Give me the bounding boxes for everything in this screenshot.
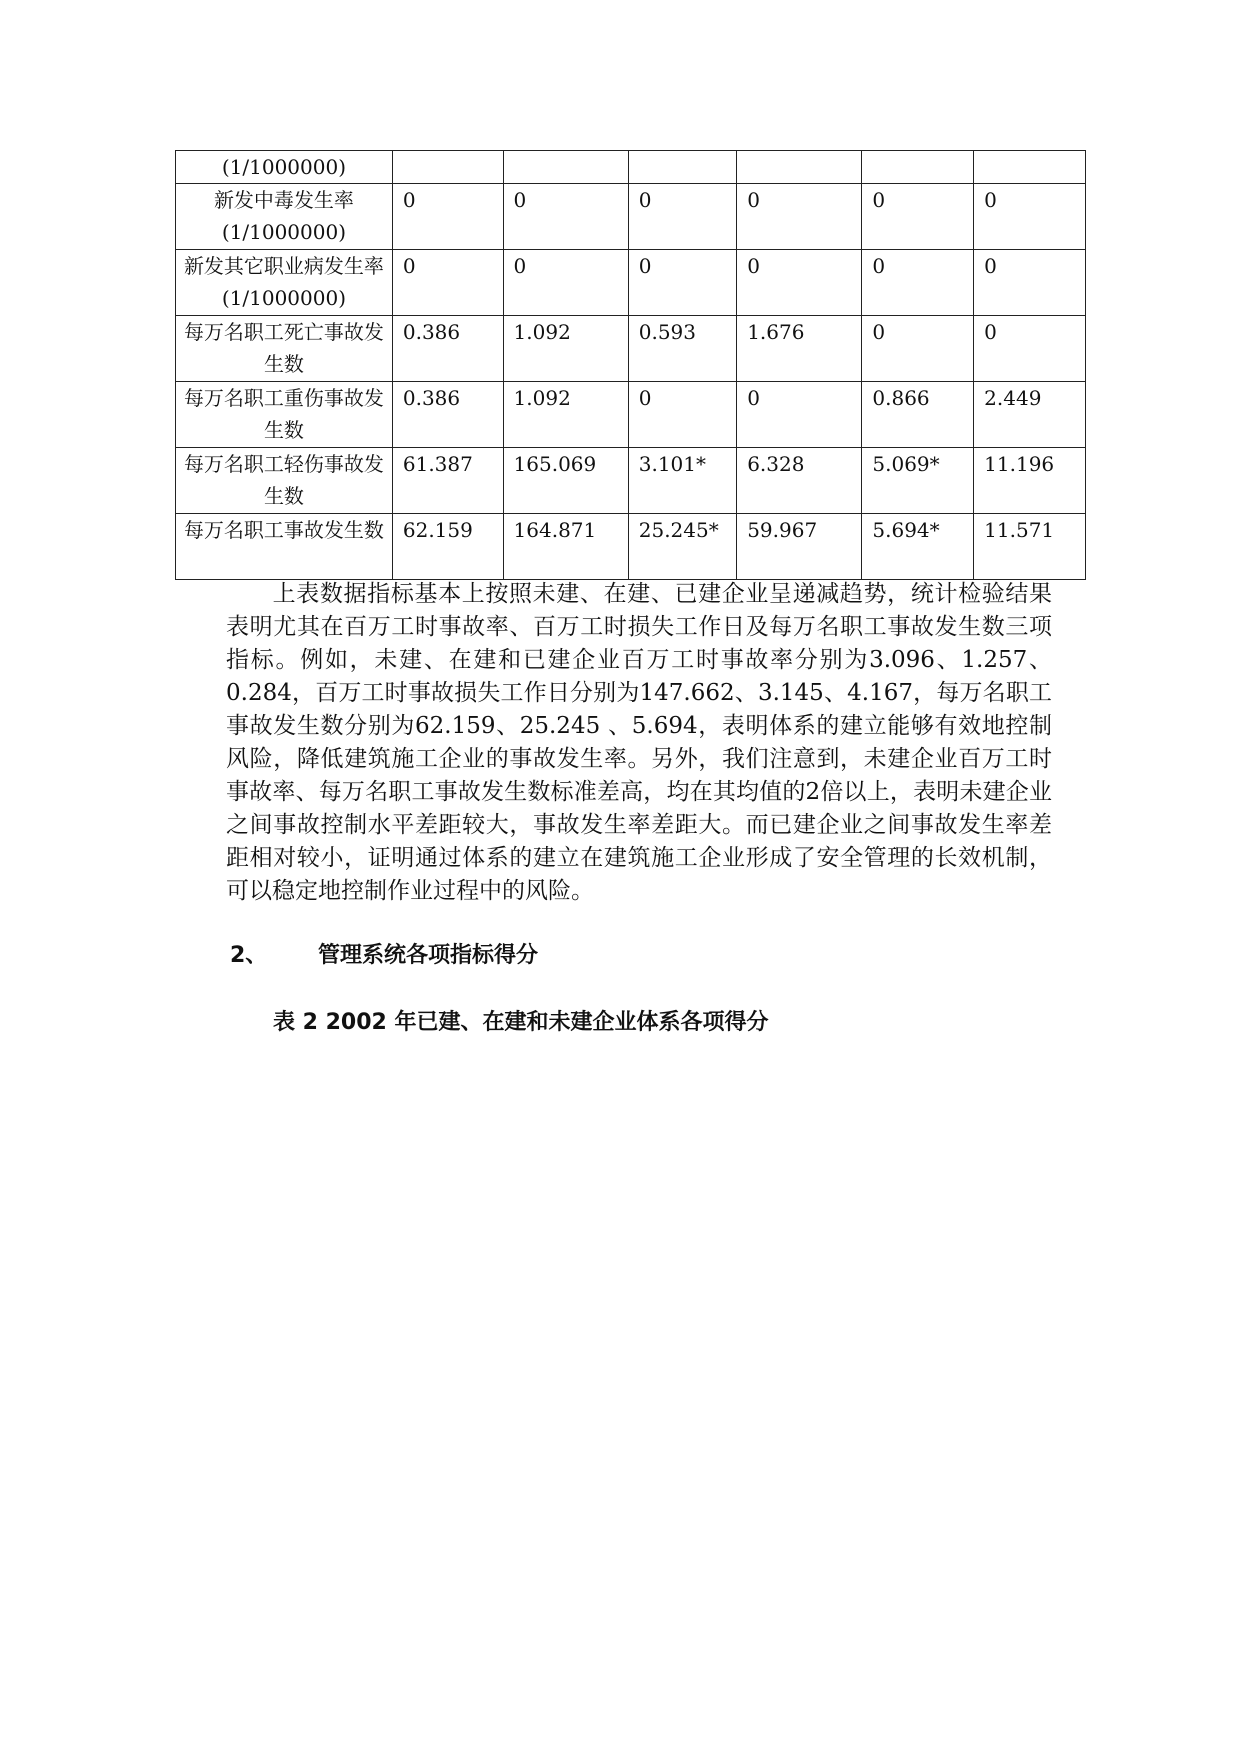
table-cell: 0 <box>862 316 974 382</box>
row-label: 每万名职工重伤事故发生数 <box>176 382 393 448</box>
row-label: 新发其它职业病发生率(1/1000000) <box>176 250 393 316</box>
table-cell <box>862 151 974 184</box>
table-cell: 0 <box>737 250 862 316</box>
table-cell: 0.386 <box>392 382 503 448</box>
table-cell: 1.092 <box>503 382 628 448</box>
table-row <box>176 448 1086 514</box>
table-cell: 61.387 <box>392 448 503 514</box>
table-cell: 0.866 <box>862 382 974 448</box>
body-paragraph <box>226 578 1052 908</box>
table-cell: 5.694* <box>862 514 974 580</box>
table-cell: 0 <box>628 184 736 250</box>
table-cell <box>974 151 1086 184</box>
table-cell <box>503 151 628 184</box>
table-cell: 0 <box>974 184 1086 250</box>
row-label: 每万名职工死亡事故发生数 <box>176 316 393 382</box>
table-cell: 0 <box>628 250 736 316</box>
table-body <box>176 151 1086 580</box>
table-cell: 0.386 <box>392 316 503 382</box>
table-row <box>176 250 1086 316</box>
table-row <box>176 316 1086 382</box>
table-cell: 0 <box>974 250 1086 316</box>
table-cell: 165.069 <box>503 448 628 514</box>
table-cell: 59.967 <box>737 514 862 580</box>
table-row <box>176 151 1086 184</box>
row-label: 每万名职工事故发生数 <box>176 514 393 580</box>
table-cell: 11.571 <box>974 514 1086 580</box>
table-cell <box>628 151 736 184</box>
row-label: 每万名职工轻伤事故发生数 <box>176 448 393 514</box>
paragraph-text: 上表数据指标基本上按照未建、在建、已建企业呈递减趋势，统计检验结果表明尤其在百万工时事故率、百万工时损失工作日及每万名职工事故发生数三项指标。例如，未建、在建和已建企业百万工时事故率分别为3.096、1.257、0.284，百万工时事故损失工作日分别为147.662、3.145、4.167，每万名职工事故发生数分别为62.159、25.245 、5.694，表明体系的建立能够有效地控制风险，降低建筑施工企业的事故发生率。另外，我们注意到，未建企业百万工时事故率、每万名职工事故发生数标准差高，均在其均值的2倍以上，表明未建企业之间事故控制水平差距较大，事故发生率差距大。而已建企业之间事故发生率差距相对较小，证明通过体系的建立在建筑施工企业形成了安全管理的长效机制，可以稳定地控制作业过程中的风险。 <box>226 581 1052 904</box>
table-cell: 6.328 <box>737 448 862 514</box>
table-cell <box>392 151 503 184</box>
table-cell: 0 <box>737 184 862 250</box>
table-cell: 62.159 <box>392 514 503 580</box>
section-number: 2、 <box>230 943 268 968</box>
table-cell: 0 <box>862 250 974 316</box>
row-label: 新发中毒发生率(1/1000000) <box>176 184 393 250</box>
table-cell: 0 <box>392 184 503 250</box>
table-cell: 0 <box>737 382 862 448</box>
table-cell: 5.069* <box>862 448 974 514</box>
table-cell: 0.593 <box>628 316 736 382</box>
table-cell: 11.196 <box>974 448 1086 514</box>
table-cell: 0 <box>628 382 736 448</box>
table-cell: 0 <box>392 250 503 316</box>
statistics-table <box>175 150 1086 580</box>
table-cell: 2.449 <box>974 382 1086 448</box>
table-cell: 0 <box>862 184 974 250</box>
table-cell: 3.101* <box>628 448 736 514</box>
table-row <box>176 514 1086 580</box>
section-title: 管理系统各项指标得分 <box>318 943 539 968</box>
table-cell: 0 <box>503 184 628 250</box>
table-cell <box>737 151 862 184</box>
table-row <box>176 382 1086 448</box>
table-caption: 表 2 2002 年已建、在建和未建企业体系各项得分 <box>273 1010 769 1035</box>
table-cell: 0 <box>974 316 1086 382</box>
table-cell: 164.871 <box>503 514 628 580</box>
table-cell: 0 <box>503 250 628 316</box>
table-row <box>176 184 1086 250</box>
table-cell: 1.092 <box>503 316 628 382</box>
row-label: (1/1000000) <box>176 151 393 184</box>
table-cell: 25.245* <box>628 514 736 580</box>
table-cell: 1.676 <box>737 316 862 382</box>
